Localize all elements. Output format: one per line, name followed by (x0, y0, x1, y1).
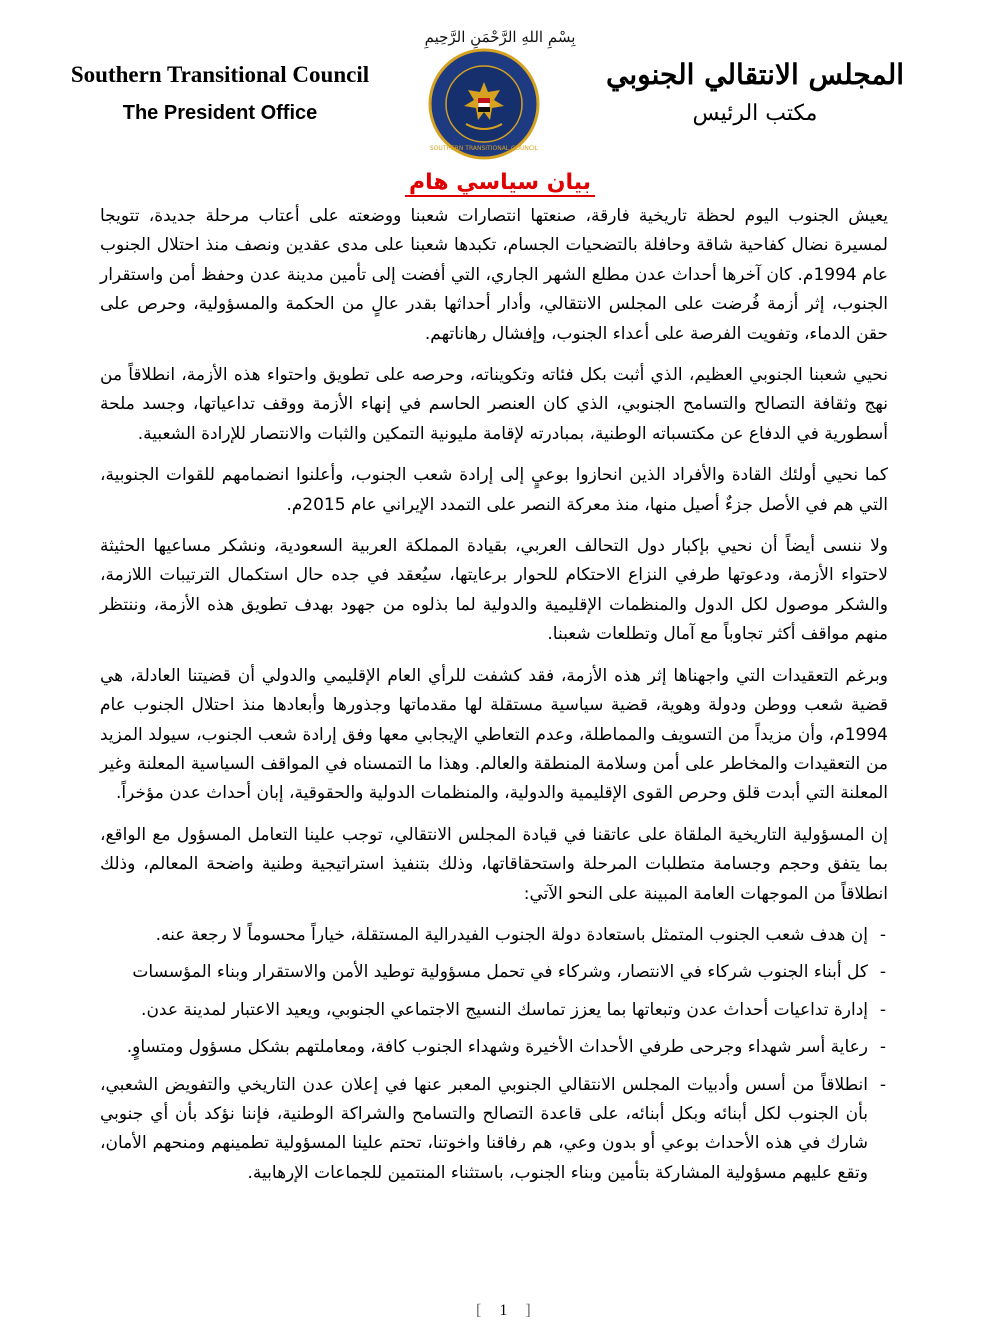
list-item: - انطلاقاً من أسس وأدبيات المجلس الانتقالي الجنوبي المعبر عنها في إعلان عدن التاريخي والتفويض الشعبي، بأن الجنوب لكل أبنائه وبكل أبنائه، على قاعدة التصالح والتسامح والشراكة الوطنية، فإننا نؤكد بأن أي جنوبي شارك في هذه الأحداث بوعي أو بدون وعي، هم رفاقنا واخوتنا، تحتم علينا المسؤولية تطمينهم ومنحهم الأمان، وتقع عليهم مسؤولية المشاركة بتأمين وبناء الجنوب، باستثناء المنتمين للجماعات الإرهابية. (100, 1071, 888, 1189)
list-item: - إدارة تداعيات أحداث عدن وتبعاتها بما يعزز تماسك النسيج الاجتماعي الجنوبي، ويعيد الاعتبار لمدينة عدن. (100, 996, 888, 1025)
list-item: - كل أبناء الجنوب شركاء في الانتصار، وشركاء في تحمل مسؤولية توطيد الأمن والاستقرار وبناء المؤسسات (100, 958, 888, 987)
statement-title-text: بيان سياسي هام (405, 170, 595, 197)
paragraph-2: نحيي شعبنا الجنوبي العظيم، الذي أثبت بكل فئاته وتكويناته، وحرصه على تطويق واحتواء هذه الأزمة، انطلاقاً من نهج وثقافة التصالح والتسامح الجنوبي، الذي كان العنصر الحاسم في إنهاء الأزمة ووقف تداعياتها، وجسد ملحة أسطورية في الدفاع عن مكتسباته الوطنية، بمبادرته لإقامة مليونية التمكين والثبات والانتصار للإرادة الشعبية. (100, 365, 888, 444)
page-number-value: 1 (499, 1302, 508, 1319)
page-number-bracket-left: [ (476, 1302, 482, 1319)
council-emblem-logo (428, 48, 540, 160)
statement-title (0, 170, 1000, 195)
office-name-arabic: مكتب الرئيس (692, 101, 818, 126)
list-item: - رعاية أسر شهداء وجرحى طرفي الأحداث الأخيرة وشهداء الجنوب كافة، ومعاملتهم بشكل مسؤول ومتساوٍ. (100, 1033, 888, 1062)
emblem-caption: SOUTHERN TRANSITIONAL COUNCIL (429, 145, 539, 152)
directives-list (100, 921, 888, 1188)
paragraph-1: يعيش الجنوب اليوم لحظة تاريخية فارقة، صنعتها انتصارات شعبنا ووضعته على أعتاب مرحلة جديدة، تتويجا لمسيرة نضال كفاحية شاقة وحافلة بالتضحيات الجسام، تكبدها شعبنا على مدى عقدين ونصف منذ احتلال الجنوب عام 1994م. كان آخرها أحداث عدن مطلع الشهر الجاري، التي أفضت إلى تأمين مدينة عدن وحفظ أمن واستقرار الجنوب، إثر أزمة فُرضت على المجلس الانتقالي، وأدار أحداثها بقدر عالٍ من الحكمة والمسؤولية، وحرص على حقن الدماء، وتفويت الفرصة على أعداء الجنوب، وإفشال رهاناتهم. (100, 206, 888, 344)
arabic-header (590, 58, 920, 126)
paragraph-5: وبرغم التعقيدات التي واجهناها إثر هذه الأزمة، فقد كشفت للرأي العام الإقليمي والدولي أن قضيتنا العادلة، هي قضية شعب ووطن ودولة وهوية، قضية سياسية مستقلة لها مقدماتها وجذورها وأبعادها منذ احتلال الجنوب عام 1994م، وأن مزيداً من التسويف والمماطلة، وعدم التعاطي الإيجابي معها وفق إرادة شعب الجنوب، سيولد المزيد من التعقيدات والمخاطر على أمن وسلامة المنطقة والعالم. وهذا ما التمسناه في المواقف السياسية المعلنة وغير المعلنة التي أبدت قلق وحرص القوى الإقليمية والدولية، والمنظمات الدولية والحقوقية، إبان أحداث عدن مؤخراً. (100, 665, 888, 804)
office-name-english: The President Office (122, 102, 318, 124)
paragraph-6: إن المسؤولية التاريخية الملقاة على عاتقنا في قيادة المجلس الانتقالي، توجب علينا التعامل المسؤول مع الواقع، بما يتفق وحجم وجسامة متطلبات المرحلة واستحقاقاتها، وذلك بتنفيذ استراتيجية وطنية واضحة المعالم، وذلك انطلاقاً من الموجهات العامة المبينة على النحو الآتي: (100, 824, 888, 904)
statement-body (100, 202, 888, 1196)
list-item: - إن هدف شعب الجنوب المتمثل باستعادة دولة الجنوب الفيدرالية المستقلة، خياراً محسوماً لا رجعة عنه. (100, 921, 888, 950)
org-name-arabic: المجلس الانتقالي الجنوبي (605, 58, 905, 91)
page-number-bracket-right: ] (525, 1302, 531, 1319)
paragraph-4: ولا ننسى أيضاً أن نحيي بإكبار دول التحالف العربي، بقيادة المملكة العربية السعودية، ونشكر مساعيها الحثيثة لاحتواء الأزمة، ودعوتها طرفي النزاع الاحتكام للحوار برعايتها، سيُعقد في جده حال استكمال الترتيبات اللازمة، والشكر موصول لكل الدول والمنظمات الإقليمية والدولية لما بذلوه من جهود بهدف تطويق هذه الأزمة، وننتظر منهم مواقف أكثر تجاوباً مع آمال وتطلعات شعبنا. (100, 536, 888, 645)
org-name-english: Southern Transitional Council (70, 62, 370, 87)
page-number (458, 1302, 542, 1322)
paragraph-3: كما نحيي أولئك القادة والأفراد الذين انحازوا بوعيٍ إلى إرادة شعب الجنوب، وأعلنوا انضمامهم للقوات الجنوبية، التي هم في الأصل جزءٌ أصيل منها، منذ معركة النصر على التمدد الإيراني عام 2015م. (100, 465, 888, 515)
basmala: بِسْمِ اللهِ الرَّحْمَنِ الرَّحِيمِ (424, 28, 576, 46)
english-header (40, 62, 400, 125)
